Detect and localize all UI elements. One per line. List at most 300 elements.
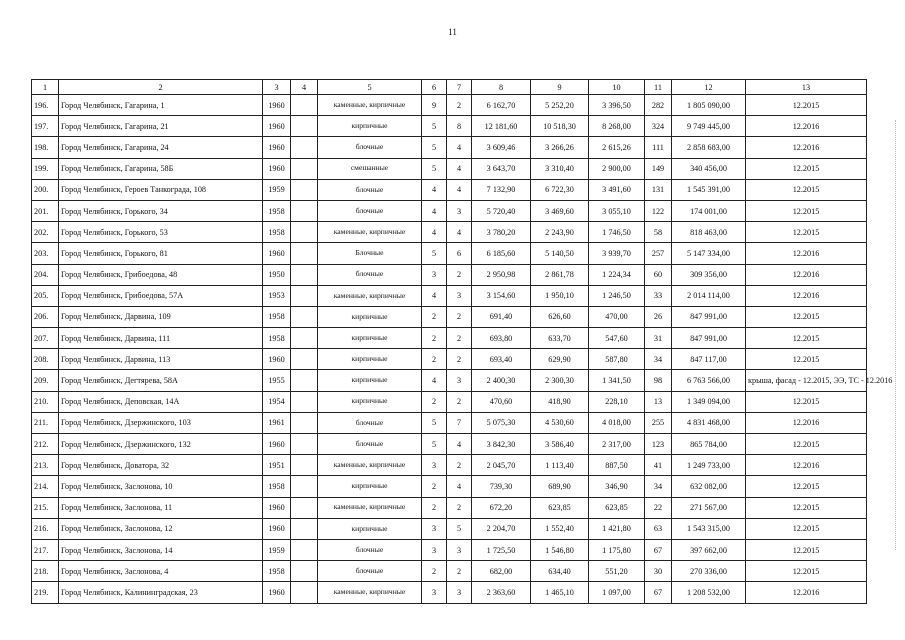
empty-cell <box>291 412 318 433</box>
row-number: 213. <box>32 455 59 476</box>
table-row <box>32 116 867 137</box>
deadline-cell: 12.2015 <box>746 434 867 455</box>
total-area-cell: 693,40 <box>472 349 531 370</box>
year-cell: 1960 <box>263 434 291 455</box>
table-row <box>32 222 867 243</box>
deadline-cell: 12.2015 <box>746 200 867 221</box>
entrances-cell: 4 <box>447 222 472 243</box>
residents-cell: 58 <box>645 222 672 243</box>
year-cell: 1960 <box>263 497 291 518</box>
residents-cell: 98 <box>645 370 672 391</box>
entrances-cell: 6 <box>447 243 472 264</box>
table-row <box>32 264 867 285</box>
deadline-cell: 12.2015 <box>746 497 867 518</box>
table-row <box>32 412 867 433</box>
area-cell: 3 586,40 <box>531 434 589 455</box>
column-header: 10 <box>589 80 645 95</box>
floors-cell: 2 <box>422 391 447 412</box>
floors-cell: 5 <box>422 137 447 158</box>
cost-cell: 2 858 683,00 <box>672 137 746 158</box>
empty-cell <box>291 158 318 179</box>
floors-cell: 4 <box>422 370 447 391</box>
column-header: 7 <box>447 80 472 95</box>
row-number: 199. <box>32 158 59 179</box>
residential-area-cell: 1 224,34 <box>589 264 645 285</box>
residential-area-cell: 887,50 <box>589 455 645 476</box>
floors-cell: 2 <box>422 306 447 327</box>
wall-material-cell: кирпичные <box>318 391 422 412</box>
table-row <box>32 349 867 370</box>
residents-cell: 257 <box>645 243 672 264</box>
entrances-cell: 2 <box>447 95 472 116</box>
table-row <box>32 137 867 158</box>
residents-cell: 34 <box>645 349 672 370</box>
wall-material-cell: каменные, кирпичные <box>318 285 422 306</box>
row-number: 201. <box>32 200 59 221</box>
floors-cell: 5 <box>422 116 447 137</box>
year-cell: 1953 <box>263 285 291 306</box>
cost-cell: 340 456,00 <box>672 158 746 179</box>
table-row <box>32 476 867 497</box>
residential-area-cell: 547,60 <box>589 328 645 349</box>
deadline-cell: 12.2016 <box>746 455 867 476</box>
total-area-cell: 470,60 <box>472 391 531 412</box>
total-area-cell: 5 075,30 <box>472 412 531 433</box>
year-cell: 1959 <box>263 539 291 560</box>
total-area-cell: 2 363,60 <box>472 582 531 603</box>
floors-cell: 4 <box>422 222 447 243</box>
cost-cell: 1 349 094,00 <box>672 391 746 412</box>
entrances-cell: 5 <box>447 518 472 539</box>
column-header: 9 <box>531 80 589 95</box>
empty-cell <box>291 200 318 221</box>
residential-area-cell: 1 097,00 <box>589 582 645 603</box>
table-row <box>32 328 867 349</box>
residents-cell: 67 <box>645 582 672 603</box>
empty-cell <box>291 306 318 327</box>
residents-cell: 26 <box>645 306 672 327</box>
empty-cell <box>291 264 318 285</box>
row-number: 209. <box>32 370 59 391</box>
row-number: 197. <box>32 116 59 137</box>
area-cell: 5 252,20 <box>531 95 589 116</box>
total-area-cell: 2 204,70 <box>472 518 531 539</box>
row-number: 210. <box>32 391 59 412</box>
empty-cell <box>291 434 318 455</box>
area-cell: 634,40 <box>531 561 589 582</box>
entrances-cell: 3 <box>447 285 472 306</box>
address-cell: Город Челябинск, Дарвина, 111 <box>59 328 263 349</box>
row-number: 211. <box>32 412 59 433</box>
floors-cell: 3 <box>422 264 447 285</box>
entrances-cell: 2 <box>447 561 472 582</box>
residential-area-cell: 470,00 <box>589 306 645 327</box>
wall-material-cell: кирпичные <box>318 306 422 327</box>
residential-area-cell: 3 396,50 <box>589 95 645 116</box>
area-cell: 418,90 <box>531 391 589 412</box>
entrances-cell: 3 <box>447 582 472 603</box>
table-row <box>32 391 867 412</box>
total-area-cell: 6 162,70 <box>472 95 531 116</box>
total-area-cell: 3 609,46 <box>472 137 531 158</box>
residents-cell: 282 <box>645 95 672 116</box>
deadline-cell: 12.2016 <box>746 582 867 603</box>
total-area-cell: 2 400,30 <box>472 370 531 391</box>
total-area-cell: 6 185,60 <box>472 243 531 264</box>
residents-cell: 41 <box>645 455 672 476</box>
housing-register-table <box>31 79 893 604</box>
year-cell: 1960 <box>263 518 291 539</box>
year-cell: 1950 <box>263 264 291 285</box>
address-cell: Город Челябинск, Дарвина, 109 <box>59 306 263 327</box>
entrances-cell: 2 <box>447 391 472 412</box>
wall-material-cell: блочные <box>318 137 422 158</box>
deadline-cell: 12.2015 <box>746 306 867 327</box>
address-cell: Город Челябинск, Заслонова, 4 <box>59 561 263 582</box>
empty-cell <box>291 179 318 200</box>
residential-area-cell: 4 018,00 <box>589 412 645 433</box>
row-number: 205. <box>32 285 59 306</box>
cost-cell: 632 082,00 <box>672 476 746 497</box>
area-cell: 633,70 <box>531 328 589 349</box>
floors-cell: 5 <box>422 412 447 433</box>
residential-area-cell: 3 055,10 <box>589 200 645 221</box>
cost-cell: 1 805 090,00 <box>672 95 746 116</box>
empty-cell <box>291 243 318 264</box>
total-area-cell: 693,80 <box>472 328 531 349</box>
deadline-cell: 12.2015 <box>746 518 867 539</box>
floors-cell: 2 <box>422 497 447 518</box>
address-cell: Город Челябинск, Дзержинского, 103 <box>59 412 263 433</box>
floors-cell: 4 <box>422 285 447 306</box>
residents-cell: 63 <box>645 518 672 539</box>
area-cell: 1 113,40 <box>531 455 589 476</box>
residential-area-cell: 346,90 <box>589 476 645 497</box>
residential-area-cell: 551,20 <box>589 561 645 582</box>
area-cell: 689,90 <box>531 476 589 497</box>
floors-cell: 9 <box>422 95 447 116</box>
entrances-cell: 4 <box>447 434 472 455</box>
year-cell: 1958 <box>263 476 291 497</box>
total-area-cell: 672,20 <box>472 497 531 518</box>
residential-area-cell: 1 175,80 <box>589 539 645 560</box>
cost-cell: 1 208 532,00 <box>672 582 746 603</box>
deadline-cell: 12.2015 <box>746 158 867 179</box>
cost-cell: 2 014 114,00 <box>672 285 746 306</box>
entrances-cell: 2 <box>447 497 472 518</box>
total-area-cell: 7 132,90 <box>472 179 531 200</box>
table-row <box>32 285 867 306</box>
cost-cell: 818 463,00 <box>672 222 746 243</box>
address-cell: Город Челябинск, Гагарина, 1 <box>59 95 263 116</box>
residential-area-cell: 1 246,50 <box>589 285 645 306</box>
deadline-cell: 12.2015 <box>746 349 867 370</box>
area-cell: 3 266,26 <box>531 137 589 158</box>
total-area-cell: 1 725,50 <box>472 539 531 560</box>
total-area-cell: 12 181,60 <box>472 116 531 137</box>
deadline-cell: 12.2016 <box>746 243 867 264</box>
wall-material-cell: кирпичные <box>318 328 422 349</box>
residents-cell: 149 <box>645 158 672 179</box>
residents-cell: 31 <box>645 328 672 349</box>
wall-material-cell: блочные <box>318 434 422 455</box>
column-header: 5 <box>318 80 422 95</box>
floors-cell: 3 <box>422 539 447 560</box>
residential-area-cell: 1 421,80 <box>589 518 645 539</box>
entrances-cell: 3 <box>447 539 472 560</box>
deadline-cell: 12.2015 <box>746 561 867 582</box>
year-cell: 1951 <box>263 455 291 476</box>
wall-material-cell: блочные <box>318 264 422 285</box>
cost-cell: 270 336,00 <box>672 561 746 582</box>
floors-cell: 3 <box>422 582 447 603</box>
address-cell: Город Челябинск, Калининградская, 23 <box>59 582 263 603</box>
empty-cell <box>291 116 318 137</box>
floors-cell: 5 <box>422 243 447 264</box>
total-area-cell: 3 780,20 <box>472 222 531 243</box>
address-cell: Город Челябинск, Героев Танкограда, 108 <box>59 179 263 200</box>
total-area-cell: 5 720,40 <box>472 200 531 221</box>
total-area-cell: 2 950,98 <box>472 264 531 285</box>
address-cell: Город Челябинск, Гагарина, 58Б <box>59 158 263 179</box>
floors-cell: 3 <box>422 518 447 539</box>
total-area-cell: 739,30 <box>472 476 531 497</box>
empty-cell <box>291 349 318 370</box>
column-header: 4 <box>291 80 318 95</box>
column-header: 12 <box>672 80 746 95</box>
wall-material-cell: каменные, кирпичные <box>318 455 422 476</box>
column-header: 6 <box>422 80 447 95</box>
row-number: 206. <box>32 306 59 327</box>
deadline-cell: 12.2015 <box>746 179 867 200</box>
table-row <box>32 200 867 221</box>
area-cell: 3 469,60 <box>531 200 589 221</box>
area-cell: 6 722,30 <box>531 179 589 200</box>
residential-area-cell: 3 939,70 <box>589 243 645 264</box>
address-cell: Город Челябинск, Дарвина, 113 <box>59 349 263 370</box>
wall-material-cell: смешанные <box>318 158 422 179</box>
year-cell: 1960 <box>263 116 291 137</box>
address-cell: Город Челябинск, Заслонова, 10 <box>59 476 263 497</box>
floors-cell: 4 <box>422 179 447 200</box>
entrances-cell: 2 <box>447 306 472 327</box>
row-number: 216. <box>32 518 59 539</box>
cost-cell: 847 991,00 <box>672 328 746 349</box>
deadline-cell: 12.2015 <box>746 222 867 243</box>
wall-material-cell: блочные <box>318 200 422 221</box>
residents-cell: 123 <box>645 434 672 455</box>
area-cell: 1 950,10 <box>531 285 589 306</box>
cost-cell: 1 543 315,00 <box>672 518 746 539</box>
area-cell: 629,90 <box>531 349 589 370</box>
entrances-cell: 2 <box>447 349 472 370</box>
empty-cell <box>291 370 318 391</box>
area-cell: 1 546,80 <box>531 539 589 560</box>
empty-cell <box>291 391 318 412</box>
residents-cell: 30 <box>645 561 672 582</box>
entrances-cell: 4 <box>447 179 472 200</box>
table-row <box>32 179 867 200</box>
area-cell: 2 243,90 <box>531 222 589 243</box>
row-number: 218. <box>32 561 59 582</box>
column-header: 2 <box>59 80 263 95</box>
entrances-cell: 4 <box>447 158 472 179</box>
row-number: 208. <box>32 349 59 370</box>
residential-area-cell: 1 746,50 <box>589 222 645 243</box>
table-row <box>32 243 867 264</box>
row-number: 200. <box>32 179 59 200</box>
cost-cell: 4 831 468,00 <box>672 412 746 433</box>
address-cell: Город Челябинск, Горького, 81 <box>59 243 263 264</box>
row-number: 204. <box>32 264 59 285</box>
row-number: 212. <box>32 434 59 455</box>
residential-area-cell: 2 615,26 <box>589 137 645 158</box>
cost-cell: 309 356,00 <box>672 264 746 285</box>
address-cell: Город Челябинск, Гагарина, 21 <box>59 116 263 137</box>
residents-cell: 131 <box>645 179 672 200</box>
residents-cell: 67 <box>645 539 672 560</box>
row-number: 196. <box>32 95 59 116</box>
empty-cell <box>291 95 318 116</box>
year-cell: 1958 <box>263 222 291 243</box>
residential-area-cell: 623,85 <box>589 497 645 518</box>
table-row <box>32 497 867 518</box>
entrances-cell: 2 <box>447 264 472 285</box>
area-cell: 5 140,50 <box>531 243 589 264</box>
deadline-cell: 12.2015 <box>746 476 867 497</box>
deadline-cell: 12.2016 <box>746 412 867 433</box>
year-cell: 1958 <box>263 306 291 327</box>
table-row <box>32 306 867 327</box>
floors-cell: 2 <box>422 328 447 349</box>
table-row <box>32 518 867 539</box>
floors-cell: 5 <box>422 158 447 179</box>
table-row <box>32 95 867 116</box>
cost-cell: 865 784,00 <box>672 434 746 455</box>
residential-area-cell: 8 268,00 <box>589 116 645 137</box>
table-row <box>32 434 867 455</box>
area-cell: 623,85 <box>531 497 589 518</box>
year-cell: 1960 <box>263 95 291 116</box>
deadline-cell: 12.2015 <box>746 328 867 349</box>
wall-material-cell: блочные <box>318 561 422 582</box>
year-cell: 1958 <box>263 200 291 221</box>
total-area-cell: 2 045,70 <box>472 455 531 476</box>
floors-cell: 5 <box>422 434 447 455</box>
deadline-cell: 12.2016 <box>746 137 867 158</box>
area-cell: 2 861,78 <box>531 264 589 285</box>
empty-cell <box>291 137 318 158</box>
residential-area-cell: 587,80 <box>589 349 645 370</box>
address-cell: Город Челябинск, Заслонова, 12 <box>59 518 263 539</box>
total-area-cell: 3 154,60 <box>472 285 531 306</box>
table-row <box>32 455 867 476</box>
entrances-cell: 4 <box>447 137 472 158</box>
area-cell: 1 552,40 <box>531 518 589 539</box>
residential-area-cell: 228,10 <box>589 391 645 412</box>
table-row <box>32 561 867 582</box>
empty-cell <box>291 539 318 560</box>
year-cell: 1954 <box>263 391 291 412</box>
row-number: 215. <box>32 497 59 518</box>
residents-cell: 22 <box>645 497 672 518</box>
empty-cell <box>291 497 318 518</box>
empty-cell <box>291 476 318 497</box>
row-number: 219. <box>32 582 59 603</box>
deadline-cell: 12.2015 <box>746 95 867 116</box>
residential-area-cell: 1 341,50 <box>589 370 645 391</box>
column-header: 1 <box>32 80 59 95</box>
entrances-cell: 3 <box>447 370 472 391</box>
year-cell: 1961 <box>263 412 291 433</box>
area-cell: 2 300,30 <box>531 370 589 391</box>
scan-margin-mark <box>895 120 897 550</box>
row-number: 202. <box>32 222 59 243</box>
floors-cell: 2 <box>422 561 447 582</box>
deadline-cell: 12.2015 <box>746 539 867 560</box>
residential-area-cell: 3 491,60 <box>589 179 645 200</box>
area-cell: 626,60 <box>531 306 589 327</box>
entrances-cell: 8 <box>447 116 472 137</box>
table-row <box>32 158 867 179</box>
residents-cell: 111 <box>645 137 672 158</box>
floors-cell: 3 <box>422 455 447 476</box>
wall-material-cell: кирпичные <box>318 349 422 370</box>
header-row <box>32 80 867 95</box>
cost-cell: 6 763 566,00 <box>672 370 746 391</box>
address-cell: Город Челябинск, Заслонова, 11 <box>59 497 263 518</box>
table-row <box>32 539 867 560</box>
address-cell: Город Челябинск, Деповская, 14А <box>59 391 263 412</box>
deadline-cell: крыша, фасад - 12.2015, ЭЭ, ТС - 12.2016 <box>746 370 867 391</box>
row-number: 214. <box>32 476 59 497</box>
column-header: 3 <box>263 80 291 95</box>
cost-cell: 174 001,00 <box>672 200 746 221</box>
cost-cell: 1 249 733,00 <box>672 455 746 476</box>
deadline-cell: 12.2015 <box>746 391 867 412</box>
page-number: 11 <box>448 27 457 37</box>
row-number: 198. <box>32 137 59 158</box>
entrances-cell: 3 <box>447 200 472 221</box>
column-header: 13 <box>746 80 867 95</box>
residents-cell: 13 <box>645 391 672 412</box>
year-cell: 1960 <box>263 243 291 264</box>
residential-area-cell: 2 900,00 <box>589 158 645 179</box>
year-cell: 1958 <box>263 561 291 582</box>
wall-material-cell: кирпичные <box>318 116 422 137</box>
wall-material-cell: кирпичные <box>318 518 422 539</box>
deadline-cell: 12.2016 <box>746 264 867 285</box>
cost-cell: 5 147 334,00 <box>672 243 746 264</box>
year-cell: 1960 <box>263 137 291 158</box>
cost-cell: 847 991,00 <box>672 306 746 327</box>
residents-cell: 255 <box>645 412 672 433</box>
year-cell: 1960 <box>263 349 291 370</box>
total-area-cell: 3 643,70 <box>472 158 531 179</box>
deadline-cell: 12.2016 <box>746 285 867 306</box>
wall-material-cell: блочные <box>318 179 422 200</box>
address-cell: Город Челябинск, Дегтярева, 58А <box>59 370 263 391</box>
total-area-cell: 691,40 <box>472 306 531 327</box>
address-cell: Город Челябинск, Гагарина, 24 <box>59 137 263 158</box>
address-cell: Город Челябинск, Грибоедова, 48 <box>59 264 263 285</box>
total-area-cell: 3 842,30 <box>472 434 531 455</box>
cost-cell: 271 567,00 <box>672 497 746 518</box>
area-cell: 10 518,30 <box>531 116 589 137</box>
row-number: 217. <box>32 539 59 560</box>
floors-cell: 4 <box>422 200 447 221</box>
address-cell: Город Челябинск, Доватора, 32 <box>59 455 263 476</box>
